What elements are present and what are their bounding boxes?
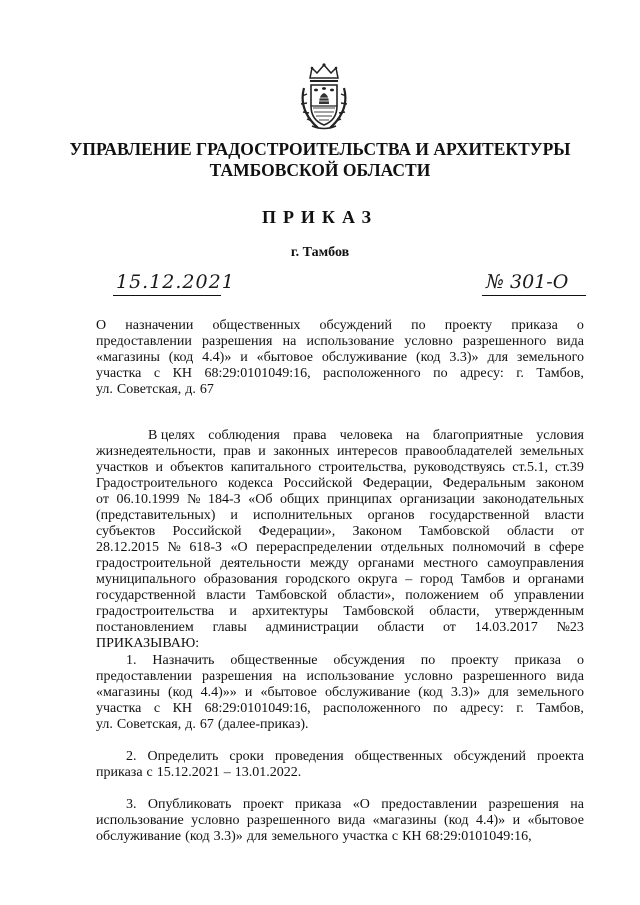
word: «Об	[248, 492, 273, 507]
word: 4.4)»	[202, 350, 232, 365]
word: отдельных	[380, 540, 444, 555]
text-line	[96, 701, 584, 717]
word: земельного	[516, 350, 584, 365]
word: управлении	[514, 588, 584, 603]
word: Тамбов	[460, 572, 505, 587]
word: общих	[280, 492, 320, 507]
word: в	[533, 540, 541, 555]
word: «бытовое	[256, 350, 314, 365]
order-item-1	[96, 653, 584, 733]
word: ст.5.1,	[512, 460, 548, 475]
word: проекта	[537, 749, 584, 764]
word: общественных	[212, 318, 301, 333]
word: Советская,	[116, 382, 182, 397]
word: предоставлении	[96, 334, 192, 349]
word: проект	[242, 797, 284, 812]
word: от	[442, 620, 456, 635]
word: земельного	[271, 829, 339, 844]
word: Тамбов,	[536, 701, 584, 716]
word: Опубликовать	[147, 797, 232, 812]
text-line	[96, 685, 584, 701]
word: для	[246, 829, 268, 844]
text-line	[96, 366, 584, 382]
text-line	[96, 492, 584, 508]
word: №	[167, 540, 181, 555]
word: Российской	[172, 524, 242, 539]
word: 14.03.2017	[474, 620, 538, 635]
handwritten-number: № 301-О	[486, 271, 569, 293]
word: 2.	[126, 749, 137, 764]
word: 68:29:0101049:16,	[204, 366, 311, 381]
word: законодательных	[482, 492, 584, 507]
word: КН	[402, 829, 422, 844]
word: местного	[423, 556, 478, 571]
order-subject	[96, 318, 584, 398]
word: с	[391, 829, 399, 844]
word: 4.4)»»	[200, 685, 237, 700]
word: Законом	[352, 524, 402, 539]
word: человека	[339, 428, 393, 443]
word: 1.	[126, 653, 137, 668]
word: Федерации,	[362, 476, 433, 491]
word: на	[282, 669, 297, 684]
word: объектов	[170, 460, 224, 475]
text-line	[96, 540, 584, 556]
word: условно	[404, 669, 453, 684]
word: общественные	[230, 653, 318, 668]
word: законных	[273, 444, 330, 459]
word: с	[153, 366, 161, 381]
word: «бытовое	[527, 813, 584, 828]
word: разрешения	[488, 797, 559, 812]
word: использование	[306, 669, 395, 684]
word: приказа	[294, 797, 342, 812]
word: город	[420, 572, 454, 587]
word: Градостроительного	[96, 476, 218, 491]
word: сроки	[229, 749, 264, 764]
word: «магазины	[96, 685, 160, 700]
word: от	[96, 492, 109, 507]
word: 68:29:0101049:16,	[425, 829, 532, 844]
text-line	[96, 460, 584, 476]
word: обслуживание	[96, 829, 182, 844]
word: и	[229, 604, 237, 619]
word: 184-З	[207, 492, 241, 507]
word: архитектуры	[252, 604, 329, 619]
word: Назначить	[152, 653, 215, 668]
text-line	[96, 620, 584, 636]
word: Тамбов,	[536, 366, 584, 381]
word: Советская,	[116, 717, 182, 732]
word: 3.3)»	[450, 685, 481, 700]
word: ул.	[96, 717, 113, 732]
word: Тамбовской	[419, 524, 490, 539]
word: округа	[357, 572, 398, 587]
word: законом	[536, 476, 584, 491]
word: (код	[415, 350, 441, 365]
word: (далее-приказ).	[217, 717, 309, 732]
word: проекту	[444, 318, 493, 333]
word: государственной	[96, 588, 196, 603]
word: Федерации»,	[258, 524, 336, 539]
word: использование	[306, 334, 395, 349]
word: с	[146, 765, 153, 780]
word: (код	[167, 685, 193, 700]
word: правообладателей	[405, 444, 513, 459]
word: по	[411, 318, 426, 333]
word: администрации	[265, 620, 359, 635]
word: 3.3)»	[213, 829, 243, 844]
word: от	[571, 524, 584, 539]
preamble-text	[96, 428, 584, 652]
text-line	[96, 636, 584, 652]
word: капитального	[230, 460, 312, 475]
word: прав	[223, 444, 251, 459]
word: руководствуясь	[413, 460, 506, 475]
text-line	[96, 797, 584, 813]
word: Тамбовской	[256, 588, 327, 603]
word: 06.10.1999	[116, 492, 180, 507]
word: адресу:	[460, 366, 504, 381]
word: полномочий	[452, 540, 526, 555]
word: О	[96, 318, 107, 333]
word: положением	[405, 588, 479, 603]
word: 67	[199, 717, 214, 732]
word: (представительных)	[96, 508, 216, 523]
word: проекту	[451, 653, 499, 668]
word: органами	[527, 572, 584, 587]
word: –	[223, 765, 231, 780]
word: власти	[544, 508, 584, 523]
word: г.	[516, 366, 524, 381]
word: области,	[429, 604, 480, 619]
text-line	[96, 318, 584, 334]
word: ст.39	[555, 460, 584, 475]
word: расположенного	[323, 701, 421, 716]
org-name-line-1: УПРАВЛЕНИЕ ГРАДОСТРОИТЕЛЬСТВА И АРХИТЕКТУРЫ	[69, 139, 571, 159]
text-line	[96, 428, 584, 444]
word: между	[309, 556, 349, 571]
word: права	[293, 428, 327, 443]
org-name-line-2: ТАМБОВСКОЙ ОБЛАСТИ	[209, 160, 431, 180]
word: 15.12.2021	[156, 765, 220, 780]
word: на	[570, 797, 584, 812]
word: ул.	[96, 382, 113, 397]
word: (код	[168, 350, 194, 365]
word: самоуправления	[487, 556, 584, 571]
text-line	[96, 604, 584, 620]
word: расположенного	[323, 366, 421, 381]
word: градостроительной	[96, 556, 212, 571]
word: о	[576, 653, 584, 668]
word: –	[405, 572, 413, 587]
word: условия	[536, 428, 584, 443]
word: для	[488, 685, 509, 700]
word: Федеральным	[442, 476, 526, 491]
word: 28.12.2015	[96, 540, 159, 555]
text-line	[96, 669, 584, 685]
word: для	[487, 350, 509, 365]
word: предоставлении	[96, 669, 192, 684]
text-line	[96, 350, 584, 366]
word: «бытовое	[260, 685, 317, 700]
text-line	[96, 444, 584, 460]
word: участков	[96, 460, 149, 475]
text-line	[96, 813, 584, 829]
word: субъектов	[96, 524, 156, 539]
word: области	[507, 524, 554, 539]
text-line	[96, 588, 584, 604]
word: области»,	[337, 588, 395, 603]
word: 3.	[126, 797, 137, 812]
word: деятельности	[220, 556, 301, 571]
word: обслуживание	[325, 685, 411, 700]
word: утвержденным	[494, 604, 584, 619]
word: «магазины	[372, 813, 437, 828]
text-line	[96, 382, 584, 398]
word: и	[244, 685, 253, 700]
word: разрешенного	[462, 669, 547, 684]
coat-of-arms-icon	[298, 62, 350, 132]
word: на	[282, 334, 297, 349]
word: и	[230, 508, 238, 523]
word: условно	[191, 813, 240, 828]
word: исполнительных	[252, 508, 353, 523]
word: соблюдения	[208, 428, 280, 443]
word: по	[433, 701, 448, 716]
word: кодекса	[227, 476, 273, 491]
word: 13.01.2022.	[234, 765, 302, 780]
word: сфере	[549, 540, 584, 555]
word: проведения	[274, 749, 344, 764]
word: принципах	[327, 492, 393, 507]
word: органов	[367, 508, 415, 523]
word: строительства,	[318, 460, 407, 475]
word: области	[377, 620, 425, 635]
text-line	[96, 476, 584, 492]
word: образования	[203, 572, 278, 587]
word: о	[576, 318, 584, 333]
word: земельного	[516, 685, 584, 700]
word: обсуждений	[319, 318, 392, 333]
order-item-2	[96, 749, 584, 781]
word: КН	[172, 366, 193, 381]
word: организации	[399, 492, 475, 507]
text-line	[96, 556, 584, 572]
text-line	[96, 653, 584, 669]
word: условно	[404, 334, 453, 349]
word: участка	[96, 366, 142, 381]
word: перераспределении	[256, 540, 373, 555]
word: обсуждений	[453, 749, 527, 764]
text-line	[96, 334, 584, 350]
word: органами	[358, 556, 415, 571]
word: назначении	[125, 318, 194, 333]
document-city: г. Тамбов	[290, 245, 350, 260]
text-line	[96, 749, 584, 765]
word: вида	[556, 669, 584, 684]
word: городского	[285, 572, 351, 587]
word: обслуживание	[321, 350, 408, 365]
word: №23	[556, 620, 584, 635]
word: муниципального	[96, 572, 196, 587]
word: (код	[443, 813, 469, 828]
word: участка	[342, 829, 388, 844]
date-underline	[113, 294, 221, 296]
word: 67	[199, 382, 214, 397]
word: разрешения	[202, 334, 273, 349]
word: власти	[206, 588, 246, 603]
word: и	[155, 460, 163, 475]
text-line	[96, 508, 584, 524]
word: с	[153, 701, 161, 716]
word: участка	[96, 701, 142, 716]
word: жизнедеятельности,	[96, 444, 216, 459]
word: использование	[96, 813, 184, 828]
word: обсуждения	[333, 653, 405, 668]
word: Российской	[283, 476, 353, 491]
word: интересов	[336, 444, 398, 459]
word: вида	[556, 334, 584, 349]
text-line	[96, 765, 584, 781]
word: 3.3)»	[449, 350, 479, 365]
word: 68:29:0101049:16,	[204, 701, 311, 716]
word: земельных	[519, 444, 584, 459]
word: общественных	[354, 749, 443, 764]
word: разрешенного	[246, 813, 331, 828]
word: 618-З	[189, 540, 223, 555]
word: «магазины	[96, 350, 160, 365]
word: государственной	[429, 508, 530, 523]
organization-name	[60, 139, 580, 181]
word: д.	[185, 717, 196, 732]
word: и	[258, 444, 266, 459]
word: «О	[352, 797, 370, 812]
number-underline	[482, 294, 586, 296]
word: главы	[212, 620, 247, 635]
order-item-3	[96, 797, 584, 845]
text-line	[96, 829, 584, 845]
word: (код	[185, 829, 210, 844]
word: и	[512, 572, 521, 587]
word: (код	[418, 685, 443, 700]
word: приказа	[96, 765, 143, 780]
word: КН	[172, 701, 193, 716]
word: и	[512, 813, 521, 828]
word: приказа	[514, 653, 562, 668]
handwritten-date: 15.12.2021	[116, 271, 235, 293]
word: по	[433, 366, 448, 381]
word: адресу:	[460, 701, 504, 716]
word: приказа	[511, 318, 558, 333]
word: Определить	[147, 749, 219, 764]
word: и	[240, 350, 248, 365]
word: предоставлении	[381, 797, 478, 812]
text-line	[96, 572, 584, 588]
word: №	[187, 492, 201, 507]
word: разрешенного	[462, 334, 547, 349]
word: г.	[516, 701, 524, 716]
word: об	[489, 588, 504, 603]
document-type: ПРИКАЗ	[261, 207, 379, 227]
text-line	[96, 717, 584, 733]
word: по	[420, 653, 436, 668]
word: д.	[185, 382, 196, 397]
word: 4.4)»	[475, 813, 506, 828]
word: вида	[337, 813, 366, 828]
word: ПРИКАЗЫВАЮ:	[96, 636, 200, 651]
word: «О	[230, 540, 248, 555]
word: В целях	[148, 428, 195, 443]
word: благоприятные	[432, 428, 523, 443]
word: на	[405, 428, 420, 443]
word: разрешения	[202, 669, 273, 684]
word: постановлением	[96, 620, 194, 635]
word: градостроительства	[96, 604, 215, 619]
word: Тамбовской	[343, 604, 415, 619]
text-line	[96, 524, 584, 540]
